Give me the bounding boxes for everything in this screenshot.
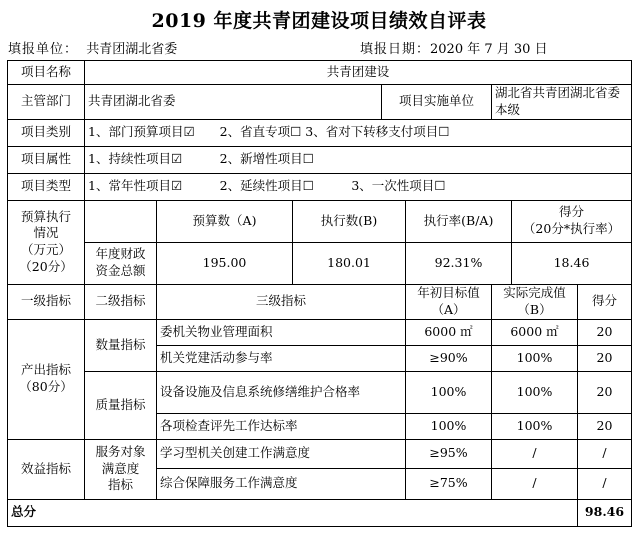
row-indicator-header [8,284,632,319]
budget-row-label-l2: 资金总额 [95,263,146,279]
ind-target-l1: 年初目标值 [417,284,480,300]
category-label: 项目类别 [8,119,85,146]
output-item-target: 100% [406,371,492,413]
filler-label: 填报单位： [8,42,79,57]
dept-label: 主管部门 [8,85,85,120]
row-category [8,119,632,146]
ind-level1-header: 一级指标 [8,284,85,319]
output-label-l2: （80分） [19,379,73,394]
output-item-actual: 100% [492,371,578,413]
output-label [8,319,85,439]
budget-section-label [8,200,85,284]
row-attribute [8,146,632,173]
budget-section-line2: 情况 [33,225,59,241]
date-info [360,38,548,57]
output-item-actual: 100% [492,413,578,439]
benefit-item-actual: / [492,439,578,468]
benefit-item-name: 综合保障服务工作满意度 [157,468,406,499]
benefit-sub-l3: 指标 [107,477,133,493]
row-project-name [8,61,632,85]
output-item-target: 100% [406,413,492,439]
row-budget-values [8,242,632,284]
benefit-item-score: / [578,439,632,468]
budget-col-score-l1: 得分 [559,204,585,220]
row-dept [8,85,632,120]
budget-section-line1: 预算执行 [20,208,71,224]
table-row [8,371,632,413]
output-item-name: 各项检查评先工作达标率 [157,413,406,439]
benefit-item-score: / [578,468,632,499]
output-item-name: 设备设施及信息系统修缮维护合格率 [157,371,406,413]
row-type [8,173,632,200]
benefit-sub-l2: 满意度 [101,460,140,476]
type-label: 项目类型 [8,173,85,200]
ind-level2-header: 二级指标 [85,284,157,319]
budget-section-line4: （20分） [19,259,73,275]
score-value: 18.46 [512,242,632,284]
type-value: 1、常年性项目☑ 2、延续性项目☐ 3、一次性项目☐ [85,173,632,200]
dept-value: 共青团湖北省委 [85,85,382,120]
budget-col-rate: 执行率(B/A) [406,200,512,242]
budget-header-blank [85,200,157,242]
ind-actual-header [492,284,578,319]
date-value: 2020 年 7 月 30 日 [430,42,548,57]
table-row [8,319,632,345]
category-value: 1、部门预算项目☑ 2、省直专项☐ 3、省对下转移支付项目☐ [85,119,632,146]
filler-info [8,38,177,57]
output-item-score: 20 [578,371,632,413]
budget-col-score-l2: （20分*执行率） [522,221,621,237]
ind-target-header [406,284,492,319]
output-item-target: ≥90% [406,345,492,371]
attribute-value: 1、持续性项目☑ 2、新增性项目☐ [85,146,632,173]
budget-col-score [512,200,632,242]
total-label: 总分 [8,499,578,526]
row-total [8,499,632,526]
budget-col-budget: 预算数（A) [157,200,293,242]
budget-col-exec: 执行数(B) [293,200,406,242]
output-item-score: 20 [578,319,632,345]
page-title: 2019 年度共青团建设项目绩效自评表 [151,10,487,32]
output-item-name: 机关党建活动参与率 [157,345,406,371]
rate-value: 92.31% [406,242,512,284]
benefit-sub-l1: 服务对象 [95,443,146,459]
budget-section-line3: （万元） [20,242,71,258]
output-item-actual: 6000 ㎡ [492,319,578,345]
budget-row-label-l1: 年度财政 [95,246,146,262]
total-value: 98.46 [578,499,632,526]
output-label-l1: 产出指标 [20,362,71,378]
impl-value: 湖北省共青团湖北省委本级 [492,85,632,120]
ind-level3-header: 三级指标 [157,284,406,319]
output-item-target: 6000 ㎡ [406,319,492,345]
output-item-actual: 100% [492,345,578,371]
project-name-value: 共青团建设 [85,61,632,85]
project-name-label: 项目名称 [8,61,85,85]
ind-score-header: 得分 [578,284,632,319]
output-item-score: 20 [578,345,632,371]
benefit-item-actual: / [492,468,578,499]
filler-value: 共青团湖北省委 [86,42,178,57]
date-label: 填报日期： [360,42,431,57]
impl-label: 项目实施单位 [382,85,492,120]
ind-actual-l1: 实际完成值 [503,284,566,300]
benefit-item-target: ≥75% [406,468,492,499]
quality-label: 质量指标 [85,371,157,439]
ind-actual-l2: （B） [517,301,552,317]
benefit-label: 效益指标 [8,439,85,499]
benefit-sub-label [85,439,157,499]
quantity-label: 数量指标 [85,319,157,371]
row-budget-header [8,200,632,242]
output-item-name: 委机关物业管理面积 [157,319,406,345]
output-item-score: 20 [578,413,632,439]
benefit-item-name: 学习型机关创建工作满意度 [157,439,406,468]
budget-value: 195.00 [157,242,293,284]
attribute-label: 项目属性 [8,146,85,173]
benefit-item-target: ≥95% [406,439,492,468]
ind-target-l2: （A） [431,301,466,317]
exec-value: 180.01 [293,242,406,284]
evaluation-table [7,60,632,527]
budget-row-label [85,242,157,284]
table-row [8,439,632,468]
